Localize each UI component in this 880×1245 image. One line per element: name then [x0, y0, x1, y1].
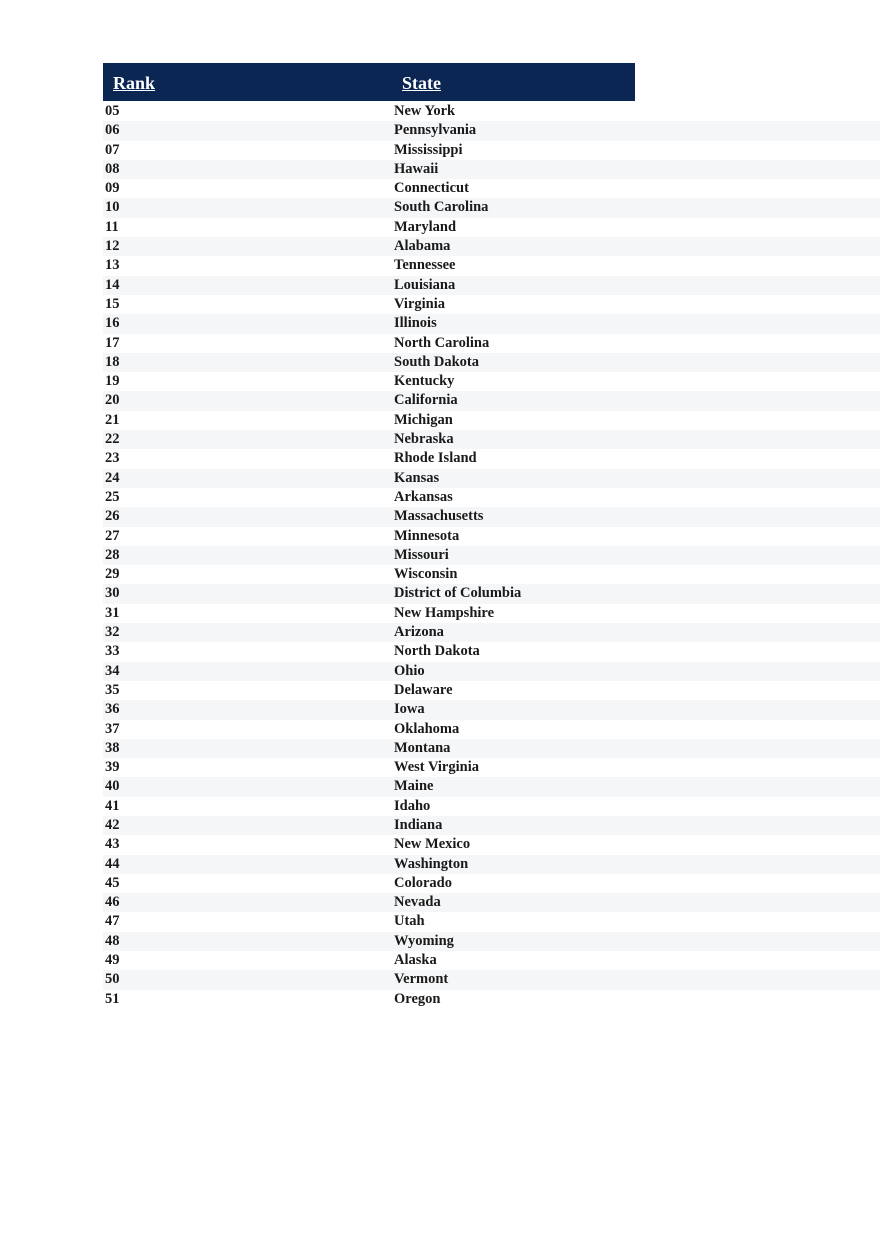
table-row — [103, 488, 880, 507]
rank-cell: 09 — [105, 180, 120, 197]
table-row — [103, 874, 880, 893]
table-row — [103, 469, 880, 488]
rank-cell: 26 — [105, 508, 120, 525]
table-row — [103, 121, 880, 140]
rank-cell: 23 — [105, 450, 120, 467]
state-cell: Virginia — [394, 295, 446, 312]
state-cell: Kentucky — [394, 373, 455, 390]
rank-cell: 21 — [105, 411, 120, 428]
state-cell: Tennessee — [394, 257, 456, 274]
state-cell: Illinois — [394, 315, 437, 332]
table-row — [103, 411, 880, 430]
state-cell: Maine — [394, 778, 434, 795]
table-row — [103, 198, 880, 217]
rank-cell: 50 — [105, 971, 120, 988]
rank-cell: 40 — [105, 778, 120, 795]
table-row — [103, 256, 880, 275]
state-cell: Nevada — [394, 894, 441, 911]
rank-cell: 34 — [105, 662, 120, 679]
rank-cell: 43 — [105, 836, 120, 853]
table-row — [103, 642, 880, 661]
table-row — [103, 990, 880, 1009]
rank-cell: 24 — [105, 469, 120, 486]
state-cell: Washington — [394, 855, 469, 872]
state-cell: Vermont — [394, 971, 449, 988]
table-row — [103, 527, 880, 546]
column-header-state[interactable]: State — [402, 73, 441, 93]
state-cell: Indiana — [394, 816, 443, 833]
rank-cell: 37 — [105, 720, 120, 737]
state-cell: Oklahoma — [394, 720, 460, 737]
state-cell: Michigan — [394, 411, 453, 428]
rank-cell: 36 — [105, 701, 120, 718]
rank-cell: 16 — [105, 315, 120, 332]
table-row — [103, 739, 880, 758]
state-cell: Utah — [394, 913, 425, 930]
table-row — [103, 334, 880, 353]
table-row — [103, 912, 880, 931]
table-row — [103, 391, 880, 410]
rank-cell: 31 — [105, 604, 120, 621]
table-row — [103, 835, 880, 854]
state-cell: North Dakota — [394, 643, 480, 660]
table-row — [103, 314, 880, 333]
table-row — [103, 353, 880, 372]
table-row — [103, 565, 880, 584]
state-cell: South Carolina — [394, 199, 489, 216]
table-row — [103, 507, 880, 526]
rank-cell: 22 — [105, 431, 120, 448]
rank-cell: 08 — [105, 160, 120, 177]
table-row — [103, 797, 880, 816]
table-row — [103, 758, 880, 777]
rank-cell: 05 — [105, 103, 120, 119]
state-cell: New Hampshire — [394, 604, 495, 621]
state-cell: Arkansas — [394, 488, 453, 505]
table-row — [103, 932, 880, 951]
rank-cell: 19 — [105, 373, 120, 390]
state-cell: Mississippi — [394, 141, 463, 158]
rank-cell: 51 — [105, 990, 120, 1007]
rank-cell: 12 — [105, 238, 120, 255]
state-cell: Minnesota — [394, 527, 460, 544]
state-cell: Idaho — [394, 797, 431, 814]
state-cell: Massachusetts — [394, 508, 484, 525]
state-cell: Delaware — [394, 681, 453, 698]
state-cell: District of Columbia — [394, 585, 522, 602]
table-row — [103, 179, 880, 198]
state-cell: California — [394, 392, 458, 409]
rank-cell: 47 — [105, 913, 120, 930]
rank-cell: 28 — [105, 546, 120, 563]
state-cell: Wyoming — [394, 932, 454, 949]
rank-cell: 48 — [105, 932, 120, 949]
rank-cell: 11 — [105, 218, 119, 235]
rank-cell: 41 — [105, 797, 120, 814]
rank-cell: 39 — [105, 759, 120, 776]
table-body — [103, 102, 880, 1009]
column-header-rank[interactable]: Rank — [113, 73, 156, 93]
table-row — [103, 102, 880, 121]
table-row — [103, 777, 880, 796]
rank-cell: 29 — [105, 566, 120, 583]
table-row — [103, 430, 880, 449]
state-cell: Missouri — [394, 546, 449, 563]
rank-cell: 13 — [105, 257, 120, 274]
state-cell: New Mexico — [394, 836, 471, 853]
rank-cell: 15 — [105, 295, 120, 312]
state-cell: Alaska — [394, 952, 437, 969]
rank-cell: 18 — [105, 353, 120, 370]
rank-cell: 27 — [105, 527, 120, 544]
state-cell: New York — [394, 103, 456, 119]
state-cell: Rhode Island — [394, 450, 477, 467]
state-cell: Arizona — [394, 624, 444, 641]
table-row — [103, 623, 880, 642]
table-row — [103, 970, 880, 989]
rank-cell: 33 — [105, 643, 120, 660]
table-row — [103, 720, 880, 739]
state-cell: Louisiana — [394, 276, 456, 293]
table-row — [103, 816, 880, 835]
table-row — [103, 276, 880, 295]
table-row — [103, 160, 880, 179]
table-row — [103, 218, 880, 237]
table-row — [103, 237, 880, 256]
table-row — [103, 449, 880, 468]
state-cell: West Virginia — [394, 759, 479, 776]
table-row — [103, 295, 880, 314]
table-header — [103, 63, 635, 101]
table-row — [103, 855, 880, 874]
table-row — [103, 372, 880, 391]
rank-cell: 10 — [105, 199, 120, 216]
rank-cell: 14 — [105, 276, 120, 293]
state-cell: Ohio — [394, 662, 425, 679]
state-cell: Colorado — [394, 874, 452, 891]
table-row — [103, 681, 880, 700]
rank-cell: 38 — [105, 739, 120, 756]
state-cell: Connecticut — [394, 180, 469, 197]
state-cell: Nebraska — [394, 431, 454, 448]
table-row — [103, 951, 880, 970]
table-row — [103, 662, 880, 681]
state-cell: Montana — [394, 739, 451, 756]
rank-cell: 25 — [105, 488, 120, 505]
rank-cell: 30 — [105, 585, 120, 602]
table-row — [103, 584, 880, 603]
state-cell: Iowa — [394, 701, 425, 718]
state-cell: Maryland — [394, 218, 457, 235]
rank-cell: 45 — [105, 874, 120, 891]
rank-cell: 49 — [105, 952, 120, 969]
rank-cell: 20 — [105, 392, 120, 409]
rank-cell: 46 — [105, 894, 120, 911]
rank-cell: 06 — [105, 122, 120, 139]
state-cell: North Carolina — [394, 334, 490, 351]
rank-cell: 35 — [105, 681, 120, 698]
table-row — [103, 141, 880, 160]
table-row — [103, 604, 880, 623]
state-cell: Alabama — [394, 238, 451, 255]
state-cell: Pennsylvania — [394, 122, 477, 139]
state-cell: Wisconsin — [394, 566, 458, 583]
state-cell: Kansas — [394, 469, 440, 486]
rank-cell: 17 — [105, 334, 120, 351]
table-row — [103, 893, 880, 912]
table-row — [103, 700, 880, 719]
table-row — [103, 546, 880, 565]
rank-cell: 32 — [105, 624, 120, 641]
rank-cell: 44 — [105, 855, 120, 872]
rank-cell: 42 — [105, 816, 120, 833]
rank-cell: 07 — [105, 141, 120, 158]
state-cell: Hawaii — [394, 160, 439, 177]
state-cell: Oregon — [394, 990, 441, 1007]
state-cell: South Dakota — [394, 353, 480, 370]
